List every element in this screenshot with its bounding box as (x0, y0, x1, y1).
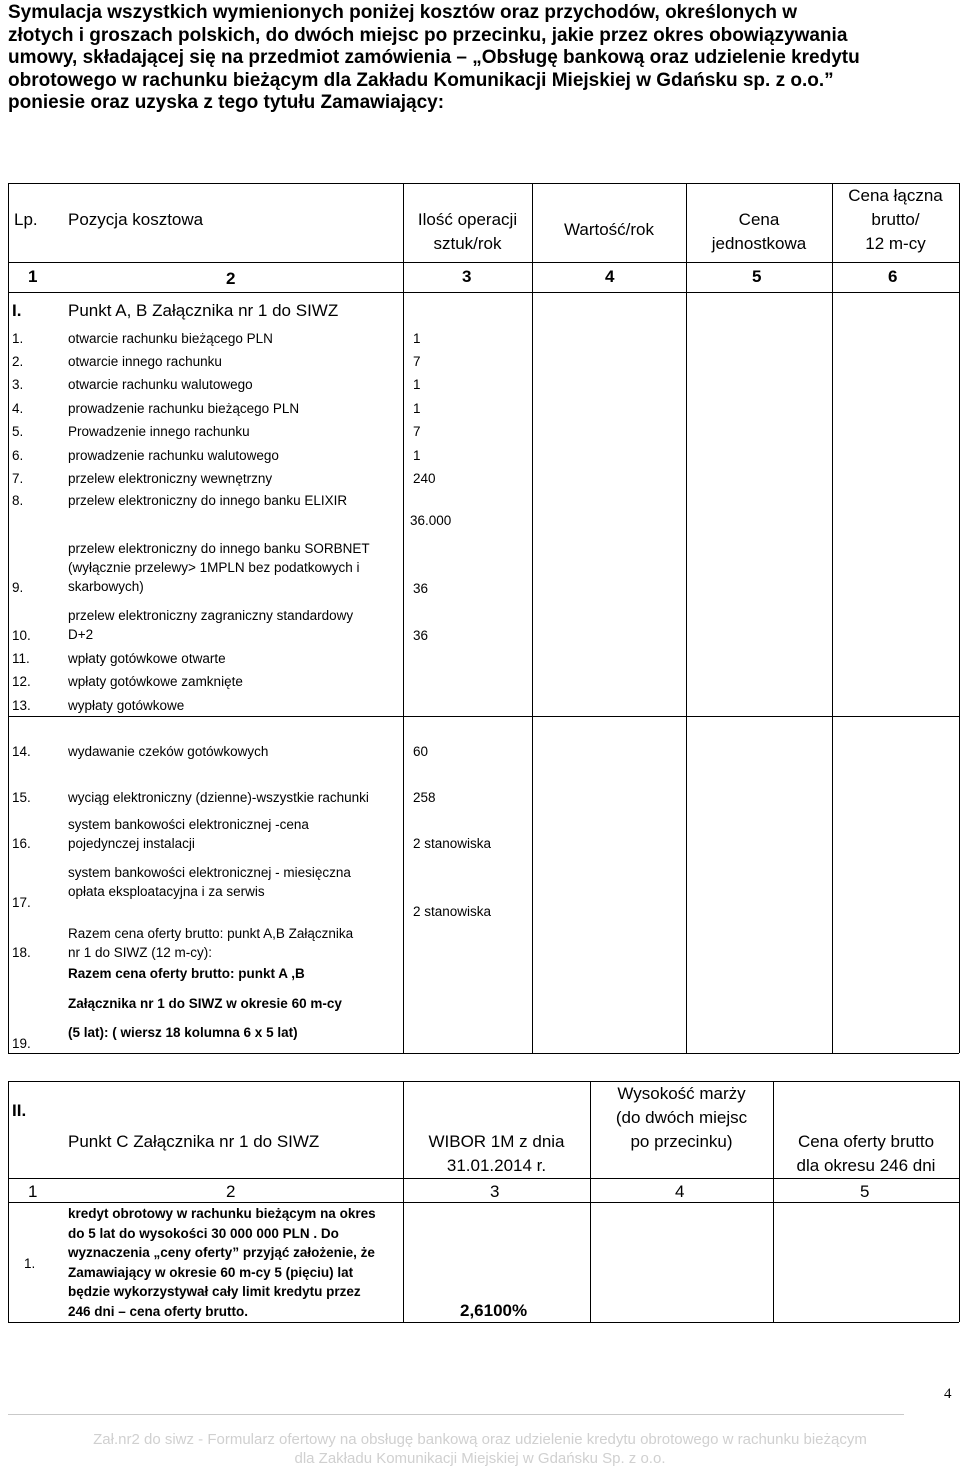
row-lp: 15. (12, 790, 31, 805)
row-wibor-value: 2,6100% (460, 1301, 528, 1320)
column-number: 2 (226, 1182, 236, 1201)
row-quantity: 36 (413, 581, 429, 596)
row-description: otwarcie rachunku walutowego (68, 377, 253, 392)
row-quantity: 2 stanowiska (413, 836, 492, 851)
row-description: wpłaty gotówkowe otwarte (68, 651, 226, 666)
column-number: 4 (605, 267, 615, 286)
row-lp: 14. (12, 744, 31, 759)
row-quantity: 60 (413, 744, 429, 759)
row-description: przelew elektroniczny do innego banku SORBNET (wyłącznie przelewy> 1MPLN bez podatkowych i skarbowych) (68, 541, 370, 594)
row-lp: 19. (12, 1036, 31, 1051)
row-quantity: 1 (413, 331, 421, 346)
row-quantity: 240 (413, 471, 436, 486)
column-number: 4 (675, 1182, 685, 1201)
row-lp: 16. (12, 836, 31, 851)
intro-line: umowy, składającej się na przedmiot zamówienia – „Obsługę bankową oraz udzielenie kredytu (8, 47, 860, 68)
row-lp: 17. (12, 895, 31, 910)
row-quantity: 36.000 (410, 513, 452, 528)
row-lp: 10. (12, 628, 31, 643)
header-quantity: Ilość operacji sztuk/rok (417, 210, 518, 253)
row-lp: 1. (24, 1256, 36, 1271)
row-lp: 18. (12, 945, 31, 960)
row-description: Razem cena oferty brutto: punkt A,B Załącznika nr 1 do SIWZ (12 m-cy): (68, 926, 354, 960)
grid-line (403, 183, 404, 1053)
grid-line (832, 183, 833, 1053)
grid-line (8, 183, 403, 184)
grid-line (8, 1178, 959, 1179)
header-margin: Wysokość marży (do dwóch miejsc po przecinku) (615, 1084, 748, 1151)
intro-line: obrotowego w rachunku bieżącym dla Zakładu Komunikacji Miejskiej w Gdańsku sp. z o.o.” (8, 69, 834, 91)
page-number: 4 (944, 1386, 952, 1402)
header-value: Wartość/rok (563, 220, 655, 239)
grid-line (8, 292, 959, 293)
row-lp: 7. (12, 471, 24, 486)
intro-paragraph (8, 2, 958, 115)
footer-line: dla Zakładu Komunikacji Miejskiej w Gdańsku Sp. z o.o. (294, 1450, 666, 1467)
intro-line: złotych i groszach polskich, do dwóch miejsc po przecinku, jakie przez okres obowiązywania (8, 24, 848, 46)
row-description: Prowadzenie innego rachunku (68, 424, 250, 439)
header-total-price: Cena łączna brutto/ 12 m-cy (848, 186, 943, 253)
section-title: Punkt A, B Załącznika nr 1 do SIWZ (68, 301, 339, 320)
column-number: 3 (462, 267, 472, 286)
intro-line: poniesie oraz uzyska z tego tytułu Zamawiający: (8, 92, 445, 113)
column-number: 1 (28, 267, 38, 286)
row-description: przelew elektroniczny zagraniczny standardowy D+2 (68, 608, 354, 642)
grid-line (8, 1081, 959, 1082)
row-lp: 9. (12, 580, 24, 595)
row-description-line: (5 lat): ( wiersz 18 kolumna 6 x 5 lat) (68, 1025, 298, 1040)
column-number: 6 (888, 267, 898, 286)
section-number: I. (12, 301, 22, 320)
header-position: Pozycja kosztowa (68, 210, 204, 229)
row-description: przelew elektroniczny wewnętrzny (68, 471, 273, 486)
row-quantity: 7 (413, 424, 421, 439)
row-description: wydawanie czeków gotówkowych (68, 744, 269, 759)
row-lp: 13. (12, 698, 31, 713)
row-quantity: 1 (413, 377, 421, 392)
column-number: 1 (28, 1182, 38, 1201)
row-lp: 1. (12, 331, 24, 346)
section-number: II. (12, 1101, 27, 1120)
row-description: wpłaty gotówkowe zamknięte (68, 674, 243, 689)
row-lp: 12. (12, 674, 31, 689)
row-lp: 6. (12, 448, 24, 463)
grid-line (8, 1081, 9, 1322)
row-quantity: 1 (413, 448, 421, 463)
grid-line (773, 1081, 774, 1322)
row-description: prowadzenie rachunku bieżącego PLN (68, 401, 300, 416)
row-quantity: 2 stanowiska (413, 904, 492, 919)
row-description: wypłaty gotówkowe (68, 698, 185, 713)
intro-line: Symulacja wszystkich wymienionych poniżej kosztów oraz przychodów, określonych w (8, 2, 798, 23)
row-lp: 5. (12, 424, 24, 439)
row-lp: 11. (12, 651, 30, 666)
column-number: 5 (860, 1182, 870, 1201)
row-quantity: 258 (413, 790, 436, 805)
column-number: 2 (226, 269, 236, 288)
footer-line: Zał.nr2 do siwz - Formularz ofertowy na obsługę bankową oraz udzielenie kredytu obrotowego w rachunku bieżącym (93, 1431, 867, 1448)
page-footer (0, 1430, 960, 1468)
grid-line (8, 262, 959, 263)
row-description: system bankowości elektronicznej -cena pojedynczej instalacji (68, 817, 309, 851)
row-description-line: Załącznika nr 1 do SIWZ w okresie 60 m-cy (68, 996, 342, 1011)
row-description: otwarcie rachunku bieżącego PLN (68, 331, 273, 346)
grid-line (8, 1053, 959, 1054)
column-number: 3 (490, 1182, 500, 1201)
footer-divider (8, 1414, 904, 1415)
column-number: 5 (752, 267, 762, 286)
row-quantity: 7 (413, 354, 421, 369)
grid-line (686, 183, 687, 1053)
grid-line (8, 716, 959, 717)
row-quantity: 1 (413, 401, 421, 416)
grid-line (403, 1081, 404, 1322)
row-description: kredyt obrotowy w rachunku bieżącym na okres do 5 lat do wysokości 30 000 000 PLN . Do wyznaczenia „ceny oferty” przyjąć założenie, że Zamawiający w okresie 60 m-cy 5 (pięciu) lat będzie wykorzystywał cały limit kredytu przez 246 dni – cena oferty brutto. (68, 1206, 376, 1319)
row-lp: 3. (12, 377, 24, 392)
row-description: system bankowości elektronicznej - miesięczna opłata eksploatacyjna i za serwis (68, 865, 351, 899)
header-lp: Lp. (14, 210, 38, 229)
grid-line (532, 183, 533, 1053)
grid-line (8, 1202, 959, 1203)
row-lp: 8. (12, 493, 24, 508)
row-description: otwarcie innego rachunku (68, 354, 222, 369)
header-position: Punkt C Załącznika nr 1 do SIWZ (68, 1132, 320, 1151)
row-description-line: Razem cena oferty brutto: punkt A ,B (68, 966, 305, 981)
row-lp: 4. (12, 401, 24, 416)
row-description: prowadzenie rachunku walutowego (68, 448, 279, 463)
row-description: wyciąg elektroniczny (dzienne)-wszystkie rachunki (68, 790, 369, 805)
row-lp: 2. (12, 354, 24, 369)
row-description: przelew elektroniczny do innego banku ELIXIR (68, 493, 348, 508)
header-unit-price: Cena jednostkowa (711, 210, 807, 253)
header-offer-price: Cena oferty brutto dla okresu 246 dni (796, 1132, 936, 1175)
header-wibor: WIBOR 1M z dnia 31.01.2014 r. (428, 1132, 565, 1175)
grid-line (8, 183, 9, 1053)
row-quantity: 36 (413, 628, 429, 643)
